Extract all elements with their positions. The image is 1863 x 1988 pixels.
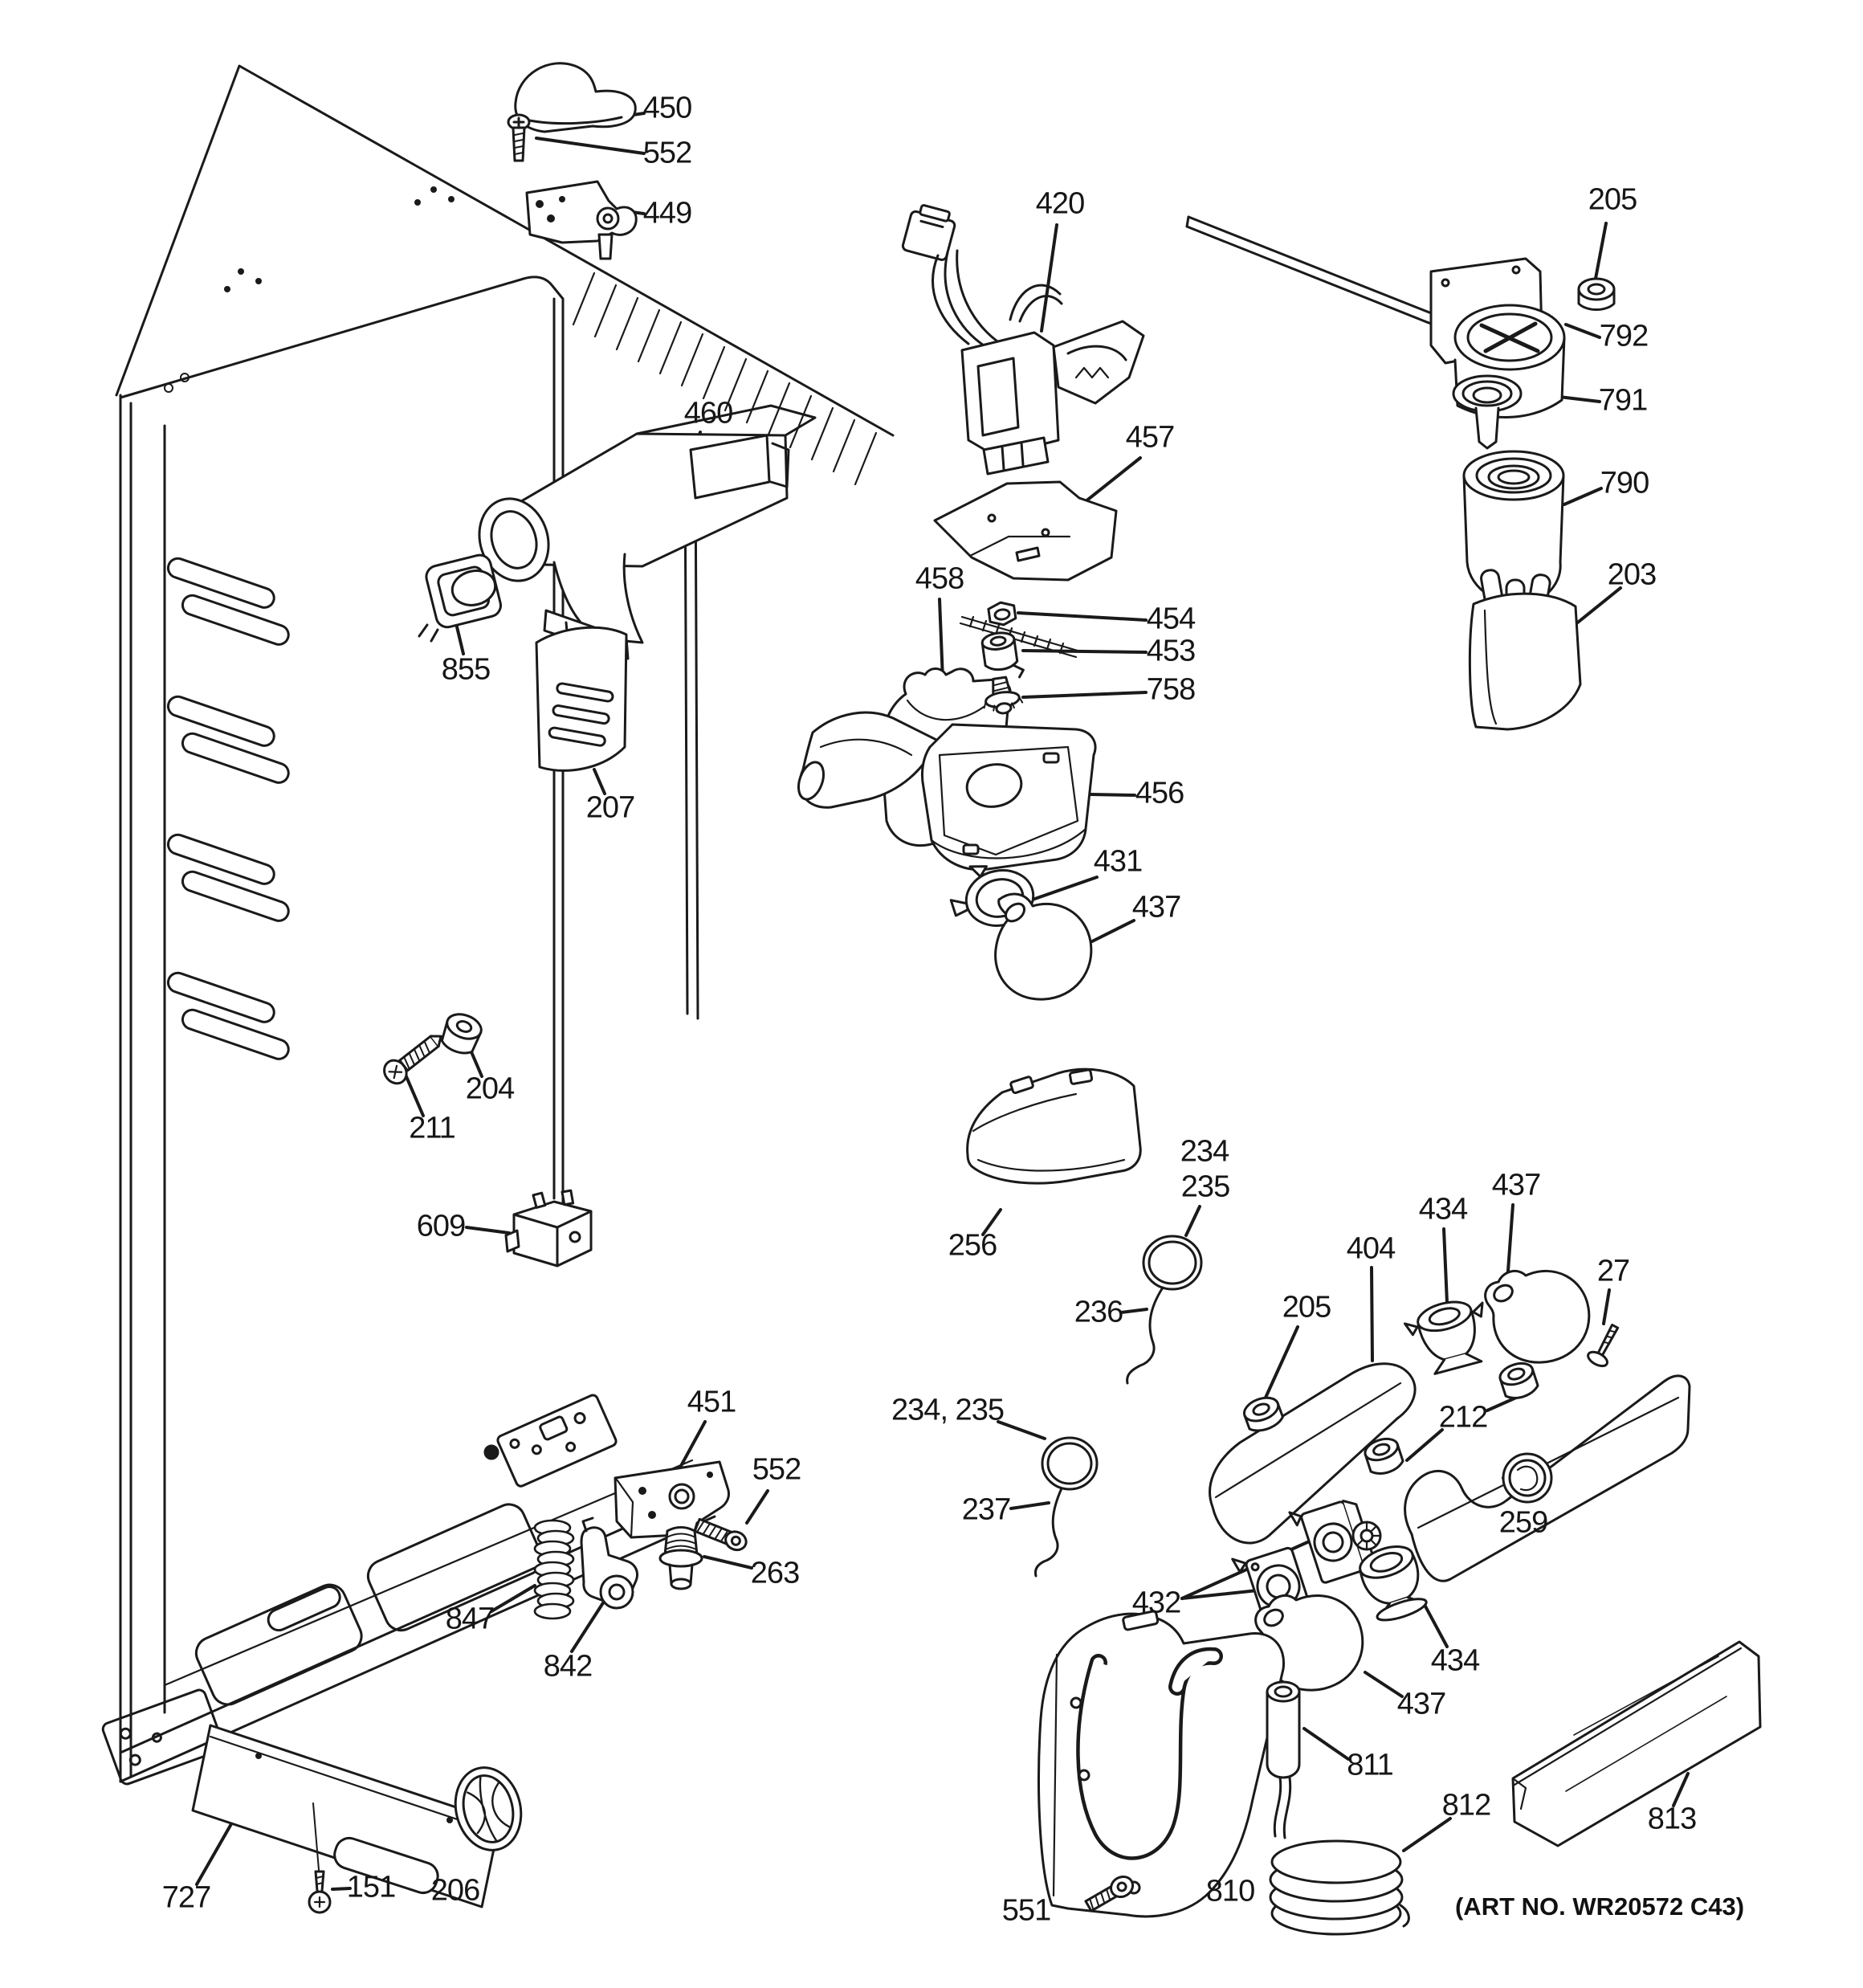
part-263-shape bbox=[660, 1528, 702, 1590]
part-847-shape bbox=[535, 1521, 573, 1619]
part-552-top-shape bbox=[508, 115, 529, 161]
part-label-206: 206 bbox=[430, 1873, 480, 1908]
part-label-235: 235 bbox=[1180, 1170, 1230, 1204]
part-460-shape bbox=[469, 406, 815, 659]
part-label-205-top: 205 bbox=[1588, 182, 1637, 217]
part-label-458: 458 bbox=[915, 561, 964, 596]
part-label-212: 212 bbox=[1438, 1400, 1488, 1435]
part-256-shape bbox=[968, 1069, 1141, 1183]
part-label-434-lower: 434 bbox=[1430, 1643, 1480, 1678]
part-label-404: 404 bbox=[1346, 1231, 1396, 1266]
part-label-259: 259 bbox=[1498, 1505, 1548, 1540]
part-label-256: 256 bbox=[948, 1228, 997, 1263]
part-812-shape bbox=[1270, 1841, 1408, 1934]
part-207-shape bbox=[536, 627, 626, 770]
part-813-shape bbox=[1513, 1642, 1760, 1846]
part-label-453: 453 bbox=[1146, 634, 1196, 668]
part-label-791: 791 bbox=[1598, 383, 1648, 418]
part-label-456: 456 bbox=[1135, 776, 1184, 810]
art-number: (ART NO. WR20572 C43) bbox=[1454, 1892, 1745, 1921]
part-label-855: 855 bbox=[441, 652, 491, 687]
parts bbox=[193, 63, 1760, 1934]
part-27-shape bbox=[1586, 1321, 1625, 1369]
part-label-460: 460 bbox=[683, 396, 733, 431]
part-label-811: 811 bbox=[1347, 1748, 1393, 1782]
part-label-207: 207 bbox=[585, 790, 635, 825]
part-label-812: 812 bbox=[1441, 1788, 1491, 1823]
part-label-813: 813 bbox=[1647, 1802, 1697, 1836]
part-label-727: 727 bbox=[161, 1880, 211, 1915]
part-449-shape bbox=[527, 182, 636, 259]
part-label-211: 211 bbox=[409, 1111, 455, 1145]
part-456-shape bbox=[922, 725, 1095, 870]
part-label-236: 236 bbox=[1074, 1295, 1123, 1329]
part-label-552-top: 552 bbox=[642, 136, 692, 170]
part-609-shape bbox=[506, 1190, 591, 1266]
part-label-437-right: 437 bbox=[1491, 1168, 1541, 1202]
part-204-shape bbox=[438, 1010, 484, 1057]
part-420-shape bbox=[902, 202, 1143, 474]
part-205-top-shape bbox=[1579, 279, 1614, 310]
part-label-432: 432 bbox=[1131, 1586, 1181, 1620]
part-151-shape bbox=[309, 1872, 330, 1912]
part-label-792: 792 bbox=[1599, 319, 1649, 353]
rivet-dots bbox=[224, 186, 455, 292]
part-212-bushing-1 bbox=[1498, 1360, 1540, 1402]
water-line bbox=[1187, 217, 1441, 327]
part-label-437-lower: 437 bbox=[1396, 1687, 1446, 1721]
part-label-451: 451 bbox=[687, 1385, 736, 1419]
shelf-rails bbox=[165, 556, 291, 1062]
part-label-204: 204 bbox=[465, 1072, 515, 1106]
part-label-449: 449 bbox=[642, 196, 692, 231]
part-label-434-upper: 434 bbox=[1418, 1192, 1468, 1227]
rail-bracket-detail bbox=[496, 1394, 618, 1488]
part-203-shape bbox=[1470, 594, 1580, 729]
part-454-shape bbox=[988, 601, 1017, 627]
part-label-27: 27 bbox=[1596, 1254, 1630, 1288]
part-453-shape bbox=[981, 631, 1025, 682]
part-label-609: 609 bbox=[416, 1209, 466, 1243]
part-label-758: 758 bbox=[1146, 672, 1196, 707]
part-855-shape bbox=[419, 553, 503, 641]
part-label-234: 234 bbox=[1180, 1134, 1229, 1169]
part-label-420: 420 bbox=[1035, 186, 1085, 221]
part-label-457: 457 bbox=[1125, 420, 1175, 455]
part-810-shape bbox=[1039, 1610, 1284, 1917]
part-211-shape bbox=[380, 1027, 448, 1088]
cabinet-drawing bbox=[101, 66, 893, 1786]
part-234-235-lower-shape bbox=[1035, 1438, 1097, 1576]
part-label-790: 790 bbox=[1600, 466, 1649, 500]
part-label-454: 454 bbox=[1146, 602, 1196, 636]
part-811-shape bbox=[1267, 1682, 1299, 1838]
part-label-203: 203 bbox=[1607, 557, 1657, 592]
part-450-shape bbox=[516, 63, 635, 132]
part-label-151: 151 bbox=[346, 1870, 396, 1904]
part-label-810: 810 bbox=[1205, 1874, 1255, 1908]
part-label-847: 847 bbox=[445, 1602, 495, 1636]
part-label-842: 842 bbox=[543, 1649, 593, 1684]
part-label-431: 431 bbox=[1093, 844, 1143, 879]
part-label-237: 237 bbox=[961, 1492, 1011, 1527]
part-label-437-upper: 437 bbox=[1131, 890, 1181, 925]
part-label-450: 450 bbox=[642, 91, 692, 125]
part-552-lower-shape bbox=[694, 1517, 749, 1553]
part-label-205-mid: 205 bbox=[1282, 1290, 1331, 1325]
part-label-551: 551 bbox=[1001, 1893, 1051, 1928]
part-434-upper-shape bbox=[1402, 1293, 1497, 1378]
part-437-right-shape bbox=[1486, 1271, 1589, 1362]
part-437-upper-shape bbox=[996, 894, 1091, 999]
part-label-234-235: 234, 235 bbox=[891, 1393, 1004, 1427]
part-label-552-lower: 552 bbox=[752, 1452, 801, 1487]
part-label-263: 263 bbox=[750, 1556, 800, 1590]
threaded-rod bbox=[960, 617, 1078, 657]
